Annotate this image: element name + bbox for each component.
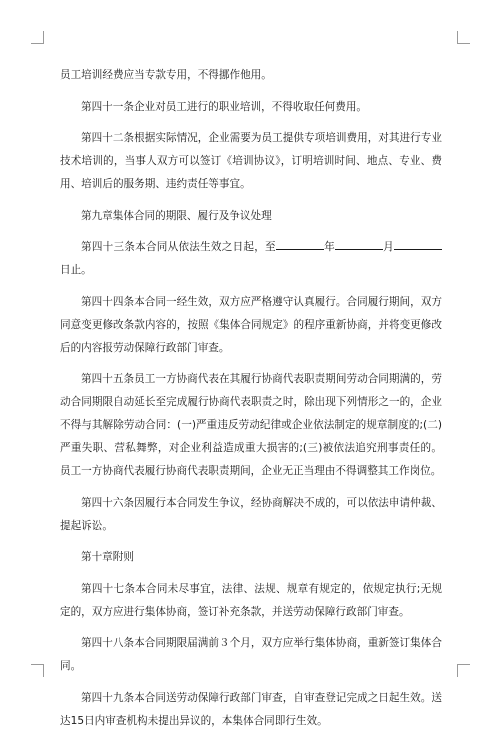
article-46: 第四十六条因履行本合同发生争议，经协商解决不成的，可以依法申请仲裁、提起诉讼。 — [60, 496, 442, 532]
blank-month — [335, 239, 383, 250]
blank-year — [276, 239, 324, 250]
crop-mark-top-right — [457, 31, 470, 44]
crop-mark-bottom-left — [31, 664, 44, 677]
article-49: 第四十九条本合同送劳动保障行政部门审查，自审查登记完成之日起生效。送达15日内审查机构未提出异议的，本集体合同即行生效。 — [60, 691, 442, 727]
article-48: 第四十八条本合同期限届满前３个月，双方应举行集体协商，重新签订集体合同。 — [60, 637, 442, 672]
article-41: 第四十一条企业对员工进行的职业培训，不得收取任何费用。 — [81, 100, 368, 113]
article-44: 第四十四条本合同一经生效，双方应严格遵守认真履行。合同履行期间，双方同意变更修改条款内容的，按照《集体合同规定》的程序重新协商，并将变更修改后的内容报劳动保障行政部门审查。 — [60, 295, 442, 354]
document-body — [60, 64, 442, 741]
chapter-9-heading: 第九章集体合同的期限、履行及争议处理 — [81, 209, 272, 222]
article-45: 第四十五条员工一方协商代表在其履行协商代表职责期间劳动合同期满的，劳动合同期限自动延长至完成履行协商代表职责之时，除出现下列情形之一的，企业不得与其解除劳动合同：(一)严重违反劳动纪律或企业依法制定的规章制度的;(二)严重失职、营私舞弊，对企业利益造成重大损害的;(三)被依法追究刑事责任的。员工一方协商代表履行协商代表职责期间，企业无正当理由不得调整其工作岗位。 — [60, 373, 442, 477]
article-47: 第四十七条本合同未尽事宜，法律、法规、规章有规定的，依规定执行;无规定的，双方应进行集体协商，签订补充条款，并送劳动保障行政部门审查。 — [60, 582, 442, 618]
article-43-suffix: 日止。 — [60, 264, 92, 276]
article-43-month: 月 — [382, 241, 395, 253]
crop-mark-bottom-right — [457, 664, 470, 677]
article-43 — [60, 236, 442, 282]
article-43-year: 年 — [323, 241, 335, 253]
paragraph-training-funds: 员工培训经费应当专款专用，不得挪作他用。 — [60, 69, 272, 81]
article-42: 第四十二条根据实际情况，企业需要为员工提供专项培训费用，对其进行专业技术培训的，当事人双方可以签订《培训协议》，订明培训时间、地点、专业、费用、培训后的服务期、违约责任等事宜。 — [60, 132, 442, 190]
chapter-10-heading: 第十章附则 — [81, 551, 134, 563]
article-43-prefix: 第四十三条本合同从依法生效之日起，至 — [81, 241, 276, 253]
crop-mark-top-left — [31, 31, 44, 44]
blank-day — [394, 239, 442, 250]
